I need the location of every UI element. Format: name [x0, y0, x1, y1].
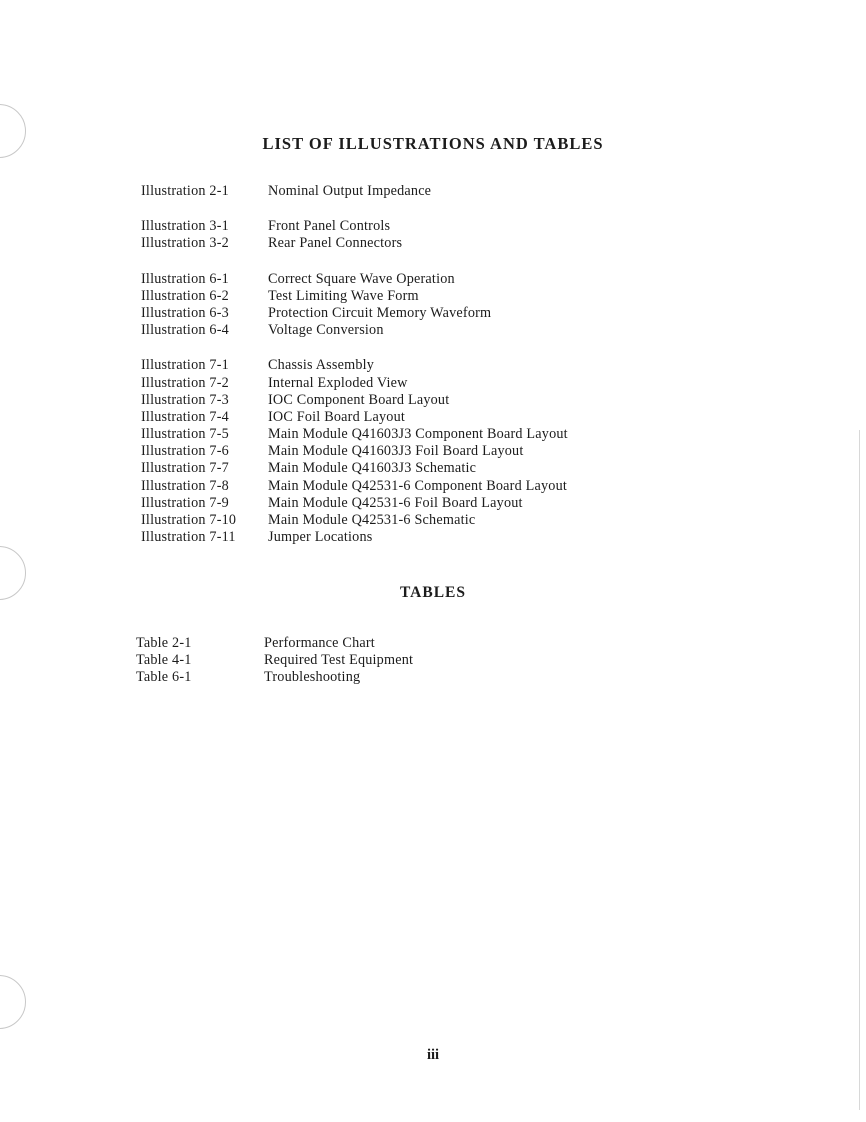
item-label: Illustration 7-9 [141, 494, 229, 511]
item-label: Illustration 7-1 [141, 357, 229, 374]
page-edge-line [859, 430, 860, 1110]
list-item [141, 392, 741, 409]
item-title: Front Panel Controls [268, 218, 391, 235]
item-title: IOC Component Board Layout [268, 391, 450, 408]
item-label: Illustration 7-6 [141, 443, 229, 460]
item-title: Performance Chart [264, 635, 375, 651]
item-title: Protection Circuit Memory Waveform [268, 304, 492, 321]
item-title: Voltage Conversion [268, 322, 384, 339]
item-title: Internal Exploded View [268, 374, 408, 391]
list-item [141, 235, 741, 252]
item-label: Illustration 7-7 [141, 460, 229, 477]
list-item [141, 529, 741, 546]
list-item [141, 409, 741, 426]
item-label: Table 6-1 [136, 669, 192, 686]
tables-heading: TABLES [399, 584, 467, 601]
item-label: Illustration 6-4 [141, 322, 229, 339]
tables-list [136, 635, 736, 687]
binder-hole-bottom [0, 975, 26, 1029]
illustrations-list [141, 183, 741, 546]
item-label: Table 4-1 [136, 652, 192, 669]
list-item [136, 635, 736, 652]
item-title: Rear Panel Connectors [268, 235, 403, 252]
item-title: Main Module Q41603J3 Foil Board Layout [268, 443, 524, 460]
item-title: IOC Foil Board Layout [268, 408, 405, 425]
list-item [141, 443, 741, 460]
item-label: Illustration 2-1 [141, 183, 229, 199]
item-label: Illustration 7-11 [141, 529, 236, 546]
list-item [141, 426, 741, 443]
page-title: LIST OF ILLUSTRATIONS AND TABLES [262, 134, 604, 153]
item-title: Main Module Q41603J3 Component Board Layout [268, 426, 568, 443]
item-label: Illustration 3-1 [141, 218, 229, 235]
item-title: Troubleshooting [264, 669, 361, 686]
item-title: Test Limiting Wave Form [268, 287, 419, 304]
item-label: Table 2-1 [136, 635, 192, 651]
item-title: Nominal Output Impedance [268, 183, 432, 199]
item-label: Illustration 7-3 [141, 391, 229, 408]
list-item [141, 357, 741, 374]
item-label: Illustration 3-2 [141, 235, 229, 252]
item-label: Illustration 7-4 [141, 408, 229, 425]
item-title: Chassis Assembly [268, 357, 375, 374]
item-title: Main Module Q42531-6 Foil Board Layout [268, 494, 523, 511]
item-label: Illustration 7-10 [141, 512, 237, 528]
item-title: Main Module Q41603J3 Schematic [268, 460, 477, 477]
item-label: Illustration 6-1 [141, 270, 229, 287]
item-title: Correct Square Wave Operation [268, 270, 455, 287]
list-item [141, 322, 741, 339]
item-label: Illustration 6-3 [141, 304, 229, 321]
item-label: Illustration 7-2 [141, 374, 229, 391]
item-title: Main Module Q42531-6 Component Board Layout [268, 477, 568, 494]
list-item [141, 183, 741, 200]
item-label: Illustration 7-8 [141, 477, 229, 494]
list-item [141, 478, 741, 495]
list-item [141, 305, 741, 322]
list-item [141, 218, 741, 235]
list-item [141, 375, 741, 392]
item-title: Jumper Locations [268, 529, 373, 546]
list-item [141, 288, 741, 305]
list-item [141, 460, 741, 477]
list-item [136, 669, 736, 686]
item-label: Illustration 7-5 [141, 426, 229, 443]
list-item [136, 652, 736, 669]
page-number: iii [426, 1047, 440, 1063]
list-item [141, 495, 741, 512]
list-item [141, 271, 741, 288]
item-title: Main Module Q42531-6 Schematic [268, 512, 476, 528]
item-label: Illustration 6-2 [141, 287, 229, 304]
list-item [141, 512, 741, 529]
item-title: Required Test Equipment [264, 652, 414, 669]
